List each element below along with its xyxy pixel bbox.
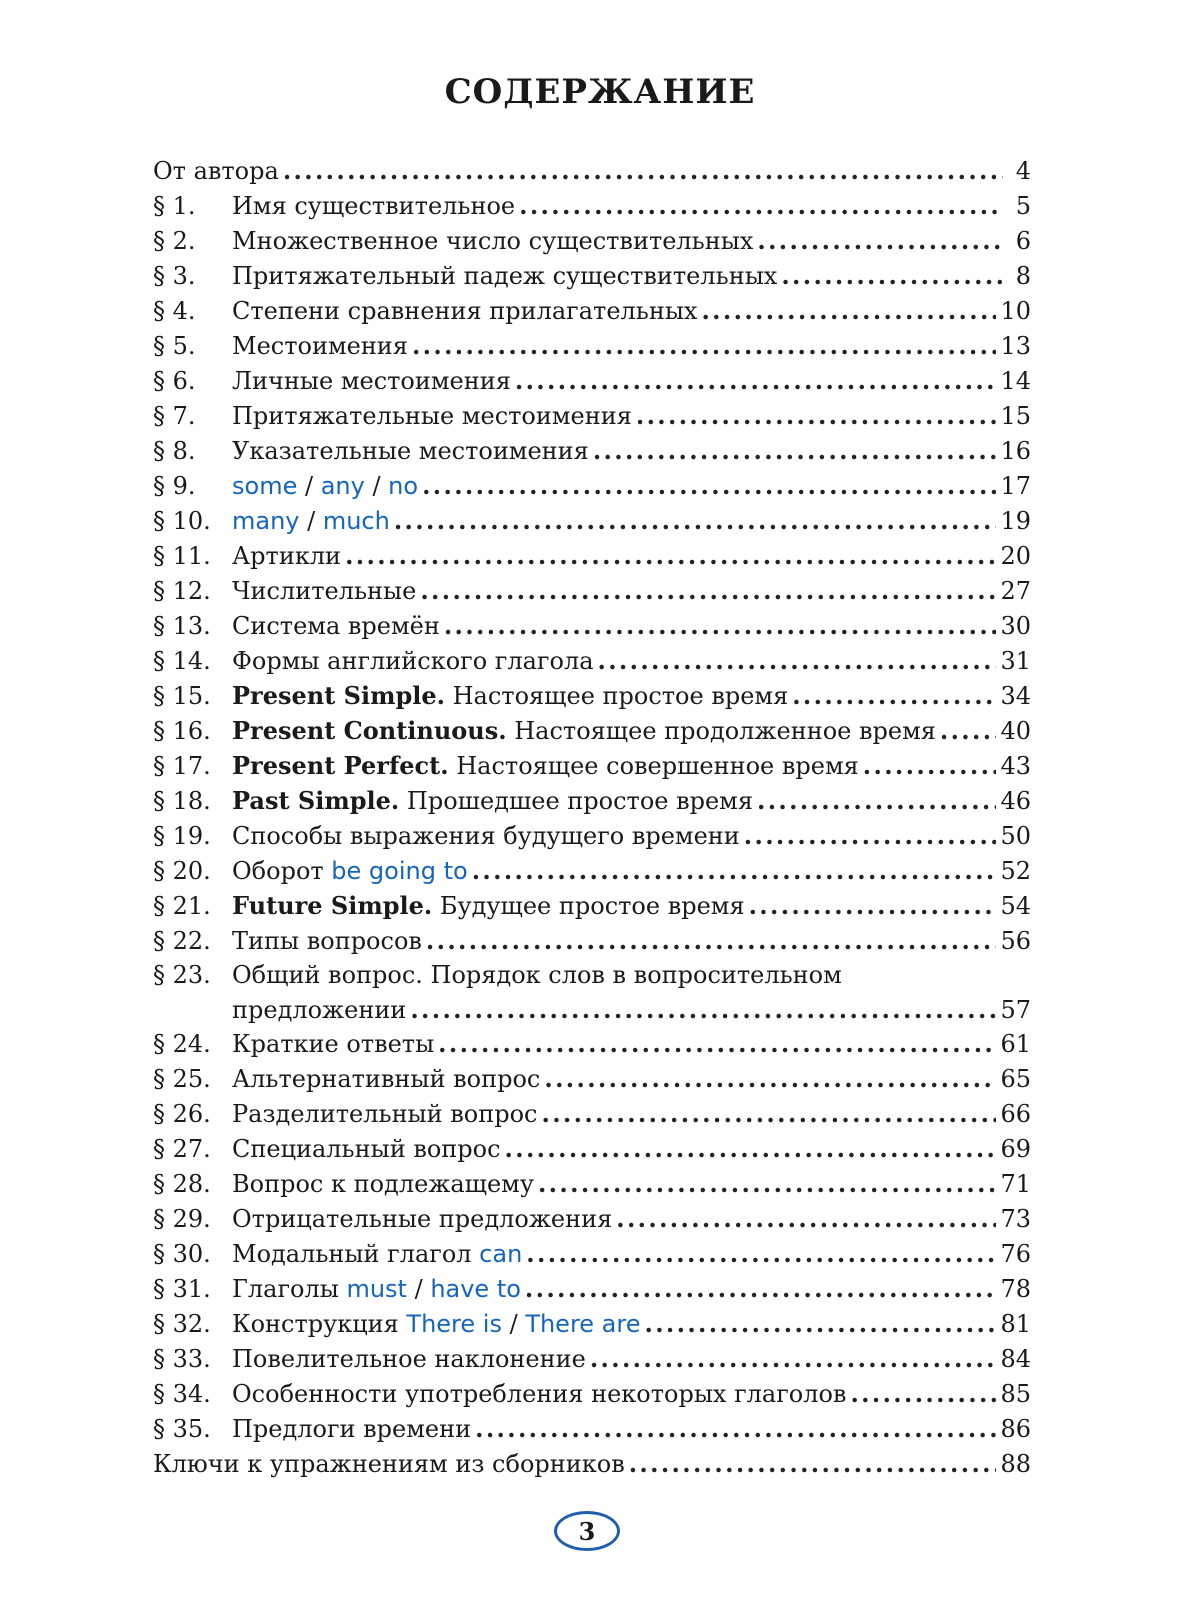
entry-text-part: / [364, 472, 389, 500]
section-number: § 28. [153, 1170, 211, 1198]
toc-entry[interactable] [153, 1131, 1031, 1166]
dot-leader [645, 1306, 997, 1341]
page-reference: 14 [1000, 367, 1031, 395]
dot-leader [544, 1061, 996, 1096]
section-number: § 21. [153, 892, 211, 920]
entry-text-part: Предлоги времени [232, 1415, 472, 1443]
page-reference: 52 [1000, 857, 1031, 885]
english-term: can [479, 1240, 523, 1268]
entry-title [232, 539, 341, 574]
toc-entry[interactable] [153, 538, 1031, 573]
page-reference: 15 [1000, 402, 1031, 430]
page-reference: 78 [1000, 1275, 1031, 1303]
page-reference: 76 [1000, 1240, 1031, 1268]
entry-text-part: Имя существительное [232, 192, 516, 220]
page-reference: 71 [1000, 1170, 1031, 1198]
entry-title [232, 1202, 612, 1237]
dot-leader [526, 1236, 996, 1271]
page-reference: 88 [1000, 1450, 1031, 1478]
entry-text-part: Специальный вопрос [232, 1135, 501, 1163]
entry-text-part: / [299, 507, 323, 535]
dot-leader [345, 538, 996, 573]
entry-title [232, 958, 842, 993]
toc-entry[interactable] [153, 328, 1031, 363]
toc-entry[interactable] [153, 1236, 1031, 1271]
dot-leader [525, 1271, 997, 1306]
toc-entry[interactable] [153, 713, 1031, 748]
toc-entry[interactable] [153, 433, 1031, 468]
page-reference: 86 [1000, 1415, 1031, 1443]
section-number: § 18. [153, 787, 211, 815]
section-number: § 16. [153, 717, 211, 745]
dot-leader [744, 818, 997, 853]
dot-leader [590, 1341, 997, 1376]
section-number: § 31. [153, 1275, 211, 1303]
toc-entry[interactable] [153, 1376, 1031, 1411]
toc-entry[interactable] [153, 398, 1031, 433]
entry-title [232, 1307, 641, 1342]
toc-entry[interactable] [153, 503, 1031, 538]
section-number: § 27. [153, 1135, 211, 1163]
section-number: § 2. [153, 227, 196, 255]
section-number: § 23. [153, 961, 211, 989]
english-term: have to [430, 1275, 521, 1303]
toc-entry-continuation[interactable] [153, 993, 1031, 1026]
page-reference: 19 [1000, 507, 1031, 535]
entry-text-part: Вопрос к подлежащему [232, 1170, 534, 1198]
bold-term: Future Simple. [232, 891, 433, 920]
section-number: § 9. [153, 472, 196, 500]
section-number: § 12. [153, 577, 211, 605]
section-number: § 29. [153, 1205, 211, 1233]
page-reference: 10 [1000, 297, 1031, 325]
entry-text-part: Повелительное наклонение [232, 1345, 586, 1373]
page-reference: 69 [1000, 1135, 1031, 1163]
entry-text-part: Конструкция [232, 1310, 407, 1338]
entry-title [153, 154, 279, 189]
toc-entry[interactable] [153, 818, 1031, 853]
dot-leader [629, 1446, 997, 1481]
english-term: There is [406, 1310, 502, 1338]
page-reference: 30 [1000, 612, 1031, 640]
page-reference: 6 [1015, 227, 1031, 255]
english-term: There are [525, 1310, 641, 1338]
bold-term: Present Simple. [232, 681, 445, 710]
dot-leader [438, 1026, 996, 1061]
entry-text-part: Особенности употребления некоторых глаголов [232, 1380, 847, 1408]
section-number: § 14. [153, 647, 211, 675]
entry-title [232, 574, 416, 609]
dot-leader [701, 293, 996, 328]
entry-title [232, 434, 589, 469]
english-term: some [232, 472, 298, 500]
dot-leader [850, 1376, 996, 1411]
entry-text-part: Будущее простое время [432, 892, 745, 920]
entry-title [232, 1342, 586, 1377]
section-number: § 26. [153, 1100, 211, 1128]
entry-title [232, 678, 788, 714]
page-title: СОДЕРЖАНИЕ [444, 72, 756, 112]
page-reference: 66 [1000, 1100, 1031, 1128]
entry-title [232, 994, 406, 1027]
page-reference: 85 [1000, 1380, 1031, 1408]
toc-entry[interactable] [153, 573, 1031, 608]
bold-term: Past Simple. [232, 786, 400, 815]
english-term: any [320, 472, 365, 500]
page-reference: 17 [1000, 472, 1031, 500]
dot-leader [757, 223, 1003, 258]
toc-entry[interactable] [153, 363, 1031, 398]
entry-text-part: Артикли [232, 542, 342, 570]
entry-text-part: Притяжательный падеж существительных [232, 262, 778, 290]
toc-entry[interactable] [153, 678, 1031, 713]
entry-title [232, 713, 936, 749]
entry-title [232, 329, 408, 364]
entry-title [232, 1237, 522, 1272]
dot-leader [410, 993, 996, 1028]
entry-text-part: Настоящее простое время [445, 682, 789, 710]
toc-entry[interactable] [153, 153, 1031, 188]
english-term: be going to [331, 857, 468, 885]
page-reference: 34 [1000, 682, 1031, 710]
entry-text-part: Настоящее совершенное время [448, 752, 859, 780]
page-reference: 27 [1000, 577, 1031, 605]
english-term: many [232, 507, 300, 535]
page-reference: 56 [1000, 927, 1031, 955]
toc-entry[interactable] [153, 1306, 1031, 1341]
entry-text-part: Система времён [232, 612, 440, 640]
dot-leader [598, 643, 997, 678]
section-number: § 5. [153, 332, 196, 360]
section-number: § 8. [153, 437, 196, 465]
entry-text-part: Местоимения [232, 332, 408, 360]
table-of-contents [153, 153, 1031, 1481]
english-term: must [346, 1275, 407, 1303]
dot-leader [781, 258, 1003, 293]
toc-entry[interactable] [153, 643, 1031, 678]
entry-title [232, 609, 440, 644]
entry-title [232, 259, 777, 294]
dot-leader [515, 363, 997, 398]
toc-entry[interactable] [153, 853, 1031, 888]
entry-text-part: Числительные [232, 577, 417, 605]
entry-title [232, 469, 418, 504]
entry-text-part: предложении [232, 996, 407, 1024]
dot-leader [593, 433, 997, 468]
dot-leader [505, 1131, 997, 1166]
section-number: § 35. [153, 1415, 211, 1443]
page-reference: 61 [1000, 1030, 1031, 1058]
entry-title [232, 924, 422, 959]
section-number: § 13. [153, 612, 211, 640]
dot-leader [394, 503, 997, 538]
entry-title [232, 1412, 471, 1447]
page-reference: 73 [1000, 1205, 1031, 1233]
entry-text-part: Оборот [232, 857, 332, 885]
page-reference: 40 [1000, 717, 1031, 745]
entry-title [232, 644, 594, 679]
entry-text-part: Общий вопрос. Порядок слов в вопросительном [232, 961, 842, 989]
dot-leader [475, 1411, 996, 1446]
dot-leader [426, 923, 997, 958]
page-reference: 65 [1000, 1065, 1031, 1093]
section-number: § 10. [153, 507, 211, 535]
entry-text-part: Степени сравнения прилагательных [232, 297, 698, 325]
page-reference: 20 [1000, 542, 1031, 570]
dot-leader [792, 678, 996, 713]
toc-entry[interactable] [153, 1026, 1031, 1061]
entry-title [232, 854, 468, 889]
toc-entry[interactable] [153, 293, 1031, 328]
section-number: § 7. [153, 402, 196, 430]
page-reference: 8 [1015, 262, 1031, 290]
section-number: § 33. [153, 1345, 211, 1373]
entry-text-part: Краткие ответы [232, 1030, 435, 1058]
entry-text-part: / [501, 1310, 526, 1338]
section-number: § 34. [153, 1380, 211, 1408]
toc-entry[interactable] [153, 748, 1031, 783]
toc-entry[interactable] [153, 1446, 1031, 1481]
section-number: § 30. [153, 1240, 211, 1268]
toc-entry[interactable] [153, 783, 1031, 818]
dot-leader [749, 888, 997, 923]
page-reference: 46 [1000, 787, 1031, 815]
toc-entry[interactable] [153, 923, 1031, 958]
page-reference: 5 [1015, 192, 1031, 220]
page-reference: 43 [1000, 752, 1031, 780]
section-number: § 4. [153, 297, 196, 325]
toc-entry[interactable] [153, 1341, 1031, 1376]
toc-entry[interactable] [153, 223, 1031, 258]
entry-text-part: Разделительный вопрос [232, 1100, 538, 1128]
entry-text-part: Глаголы [232, 1275, 347, 1303]
entry-text-part: Настоящее продолженное время [506, 717, 936, 745]
entry-text-part: Альтернативный вопрос [232, 1065, 541, 1093]
entry-text-part: Ключи к упражнениям из сборников [153, 1450, 625, 1478]
dot-leader [538, 1166, 996, 1201]
page-reference: 81 [1000, 1310, 1031, 1338]
entry-text-part: Указательные местоимения [232, 437, 589, 465]
dot-leader [616, 1201, 996, 1236]
page-reference: 54 [1000, 892, 1031, 920]
dot-leader [422, 468, 996, 503]
entry-title [232, 1132, 501, 1167]
toc-entry[interactable] [153, 958, 1031, 993]
entry-title [232, 748, 859, 784]
toc-entry[interactable] [153, 1061, 1031, 1096]
page-number: 3 [578, 1516, 596, 1546]
entry-title [232, 504, 390, 539]
english-term: no [388, 472, 419, 500]
entry-title [232, 819, 740, 854]
page-reference: 50 [1000, 822, 1031, 850]
toc-entry[interactable] [153, 1411, 1031, 1446]
entry-title [232, 1272, 521, 1307]
dot-leader [542, 1096, 997, 1131]
entry-text-part: Формы английского глагола [232, 647, 594, 675]
entry-text-part: Способы выражения будущего времени [232, 822, 740, 850]
section-number: § 15. [153, 682, 211, 710]
dot-leader [412, 328, 997, 363]
entry-text-part: / [297, 472, 321, 500]
dot-leader [863, 748, 997, 783]
entry-text-part: От автора [153, 157, 279, 185]
dot-leader [757, 783, 996, 818]
dot-leader [519, 188, 1003, 223]
entry-title [232, 1097, 538, 1132]
entry-title [232, 888, 745, 924]
toc-entry[interactable] [153, 1271, 1031, 1306]
entry-text-part: Прошедшее простое время [399, 787, 753, 815]
english-term: much [322, 507, 390, 535]
entry-title [232, 1377, 846, 1412]
entry-title [153, 1447, 625, 1482]
toc-entry[interactable] [153, 258, 1031, 293]
entry-text-part: / [406, 1275, 431, 1303]
page-reference: 13 [1000, 332, 1031, 360]
entry-text-part: Модальный глагол [232, 1240, 480, 1268]
entry-title [232, 364, 511, 399]
entry-text-part: Личные местоимения [232, 367, 511, 395]
page-number-badge [554, 1511, 620, 1551]
toc-entry[interactable] [153, 468, 1031, 503]
section-number: § 11. [153, 542, 211, 570]
dot-leader [420, 573, 996, 608]
entry-text-part: Множественное число существительных [232, 227, 754, 255]
entry-title [232, 189, 515, 224]
toc-entry[interactable] [153, 888, 1031, 923]
entry-title [232, 294, 697, 329]
section-number: § 20. [153, 857, 211, 885]
entry-title [232, 1062, 540, 1097]
toc-entry[interactable] [153, 188, 1031, 223]
section-number: § 17. [153, 752, 211, 780]
section-number: § 19. [153, 822, 211, 850]
page-reference: 57 [1000, 996, 1031, 1024]
dot-leader [283, 153, 1003, 188]
section-number: § 32. [153, 1310, 211, 1338]
dot-leader [940, 713, 997, 748]
toc-entry[interactable] [153, 1096, 1031, 1131]
section-number: § 1. [153, 192, 196, 220]
toc-entry[interactable] [153, 1201, 1031, 1236]
page-reference: 16 [1000, 437, 1031, 465]
bold-term: Present Perfect. [232, 751, 449, 780]
section-number: § 6. [153, 367, 196, 395]
toc-entry[interactable] [153, 1166, 1031, 1201]
entry-title [232, 783, 753, 819]
section-number: § 22. [153, 927, 211, 955]
section-number: § 24. [153, 1030, 211, 1058]
entry-title [232, 399, 632, 434]
bold-term: Present Continuous. [232, 716, 507, 745]
entry-title [232, 1167, 534, 1202]
dot-leader [636, 398, 997, 433]
entry-title [232, 224, 753, 259]
page-reference: 84 [1000, 1345, 1031, 1373]
page-reference: 4 [1015, 157, 1031, 185]
entry-text-part: Притяжательные местоимения [232, 402, 632, 430]
toc-entry[interactable] [153, 608, 1031, 643]
section-number: § 25. [153, 1065, 211, 1093]
dot-leader [444, 608, 997, 643]
dot-leader [472, 853, 997, 888]
entry-title [232, 1027, 434, 1062]
page-reference: 31 [1000, 647, 1031, 675]
section-number: § 3. [153, 262, 196, 290]
entry-text-part: Типы вопросов [232, 927, 422, 955]
entry-text-part: Отрицательные предложения [232, 1205, 613, 1233]
